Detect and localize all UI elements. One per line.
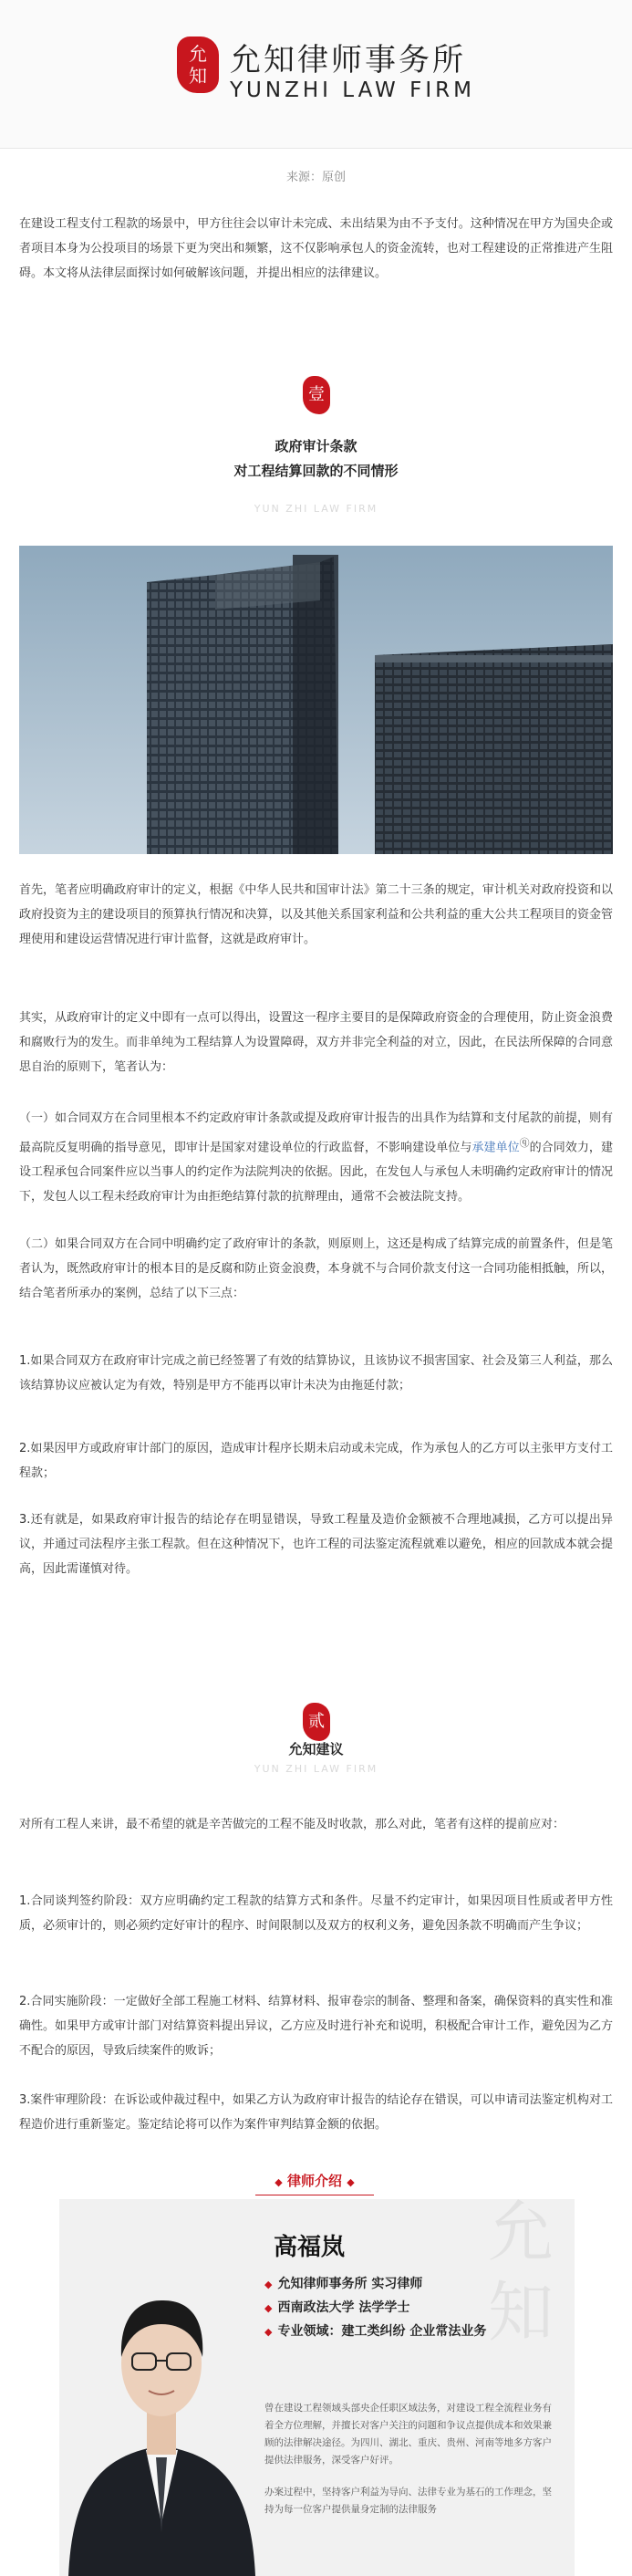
body-paragraph-4: （二）如果合同双方在合同中明确约定了政府审计的条款，则原则上，这还是构成了结算完成的前置条件，但是笔者认为，既然政府审计的根本目的是反腐和防止资金浪费，本身就不与合同价款支付这一合同功能相抵触，所以，结合笔者所承办的案例，总结了以下三点： — [19, 1237, 613, 1300]
lawyer-practice-area: ◆ 专业领域：建工类纠纷 企业常法业务 — [264, 2321, 486, 2340]
source-label: 来源：原创 — [285, 171, 346, 184]
advice-point-2: 2.合同实施阶段：一定做好全部工程施工材料、结算材料、报审卷宗的制备、整理和备案，确保资料的真实性和准确性。如果甲方或审计部门对结算资料提出异议，乙方应及时进行补充和说明，积极配合审计工作，避免因为乙方不配合的原因，导致后续案件的败诉； — [19, 1995, 613, 2058]
section-title-1-line2: 对工程结算回款的不同情形 — [233, 463, 399, 479]
section-subtitle-2: YUN ZHI LAW FIRM — [254, 1763, 378, 1775]
building-illustration — [19, 546, 613, 854]
body-paragraph-3-b: 的合同效力，建设工程承包合同案件应以当事人的约定作为法院判决的依据。因此，在发包人与承包人未明确约定政府审计的情况下，发包人以工程未经政府审计为由拒绝结算付款的抗辩理由，通常不会被法院支持。 — [19, 1141, 613, 1205]
body-paragraph-3-a: （一）如合同双方在合同里根本不约定政府审计条款或提及政府审计报告的出具作为结算和支付尾款的前提，则有最高院反复明确的指导意见，即审计是国家对建设单位的行政监督，不影响建设单位与 — [19, 1111, 613, 1155]
section-title-2: 允知建议 — [288, 1741, 344, 1757]
building-photo — [19, 546, 613, 854]
body-point-1: 1.如果合同双方在政府审计完成之前已经签署了有效的结算协议，且该协议不损害国家、社会及第三人利益，那么该结算协议应被认定为有效，特别是甲方不能再以审计未决为由拖延付款； — [19, 1354, 613, 1392]
lawyer-bio-1: 曾在建设工程领域头部央企任职区域法务，对建设工程全流程业务有着全方位理解，并擅长对客户关注的问题和争议点提供成本和效果兼顾的法律解决途径。为四川、湖北、重庆、贵州、河南等地多方客户提供法律服务，深受客户好评。 — [264, 2403, 552, 2466]
advice-point-3: 3.案件审理阶段：在诉讼或仲裁过程中，如果乙方认为政府审计报告的结论存在错误，可以申请司法鉴定机构对工程造价进行重新鉴定。鉴定结论将可以作为案件审判结算金额的依据。 — [19, 2093, 613, 2132]
body-point-2: 2.如果因甲方或政府审计部门的原因，造成审计程序长期未启动或未完成，作为承包人的乙方可以主张甲方支付工程款； — [19, 1442, 613, 1480]
section-title-1-line1: 政府审计条款 — [275, 438, 357, 454]
section-subtitle-1: YUN ZHI LAW FIRM — [254, 503, 378, 515]
firm-name-cn: 允知律师事务所 — [230, 42, 466, 78]
tab-right-diamond-icon: ◆ — [347, 2176, 355, 2188]
tab-left-diamond-icon: ◆ — [275, 2176, 283, 2188]
body-paragraph-2: 其实，从政府审计的定义中即有一点可以得出，设置这一程序主要目的是保障政府资金的合理使用，防止资金浪费和腐败行为的发生。而非单纯为工程结算人为设置障碍，双方并非完全利益的对立，因此，在民法所保障的合同意思自治的原则下，笔者认为： — [19, 1011, 613, 1074]
lawyer-card — [59, 2199, 575, 2576]
body-paragraph-3: （一）如合同双方在合同里根本不约定政府审计条款或提及政府审计报告的出具作为结算和支付尾款的前提，则有最高院反复明确的指导意见，即审计是国家对建设单位的行政监督，不影响建设单位与承建单位ⓠ的合同效力，建设工程承包合同案件应以当事人的约定作为法院判决的依据。因此，在发包人与承包人未明确约定政府审计的情况下，发包人以工程未经政府审计为由拒绝结算付款的抗辩理由，通常不会被法院支持。 — [19, 1111, 613, 1205]
lawyer-intro-tab — [255, 2167, 374, 2195]
intro-paragraph: 在建设工程支付工程款的场景中，甲方往往会以审计未完成、未出结果为由不予支付。这种情况在甲方为国央企或者项目本身为公投项目的场景下更为突出和频繁，这不仅影响承包人的资金流转，也对工程建设的正常推进产生阻碍。本文将从法律层面探讨如何破解该问题，并提出相应的法律建议。 — [19, 217, 613, 280]
lawyer-name: 高福岚 — [274, 2234, 346, 2261]
logo-seal-icon: 允 知 — [177, 37, 219, 93]
contractor-link[interactable]: 承建单位 — [471, 1141, 520, 1155]
lawyer-bio-2: 办案过程中，坚持客户利益为导向、法律专业为基石的工作理念，坚持为每一位客户提供量身定制的法律服务 — [264, 2487, 552, 2515]
lawyer-portrait — [59, 2249, 264, 2576]
body-point-3: 3.还有就是，如果政府审计报告的结论存在明显错误，导致工程量及造价金额被不合理地减损，乙方可以提出异议，并通过司法程序主张工程款。但在这种情况下，也许工程的司法鉴定流程就难以避免，相应的回款成本就会提高，因此需谨慎对待。 — [19, 1513, 613, 1576]
section-badge-2: 贰 — [303, 1703, 330, 1741]
advice-point-1: 1.合同谈判签约阶段：双方应明确约定工程款的结算方式和条件。尽量不约定审计，如果因项目性质或者甲方性质，必须审计的，则必须约定好审计的程序、时间限制以及双方的权利义务，避免因条款不明确而产生争议； — [19, 1894, 613, 1933]
lawyer-title: ◆ 允知律师事务所 实习律师 — [264, 2274, 422, 2292]
firm-name-en: YUNZHI LAW FIRM — [230, 78, 475, 102]
watermark-logo: 允 知 — [488, 2199, 554, 2351]
advice-intro: 对所有工程人来讲，最不希望的就是辛苦做完的工程不能及时收款，那么对此，笔者有这样的提前应对： — [19, 1818, 565, 1831]
section-badge-1: 壹 — [303, 376, 330, 414]
body-paragraph-1: 首先，笔者应明确政府审计的定义，根据《中华人民共和国审计法》第二十三条的规定，审计机关对政府投资和以政府投资为主的建设项目的预算执行情况和决算，以及其他关系国家利益和公共利益的重大公共工程项目的资金管理使用和建设运营情况进行审计监督，这就是政府审计。 — [19, 883, 613, 946]
lawyer-intro-label: 律师介绍 — [286, 2173, 342, 2189]
lawyer-education: ◆ 西南政法大学 法学学士 — [264, 2298, 409, 2316]
